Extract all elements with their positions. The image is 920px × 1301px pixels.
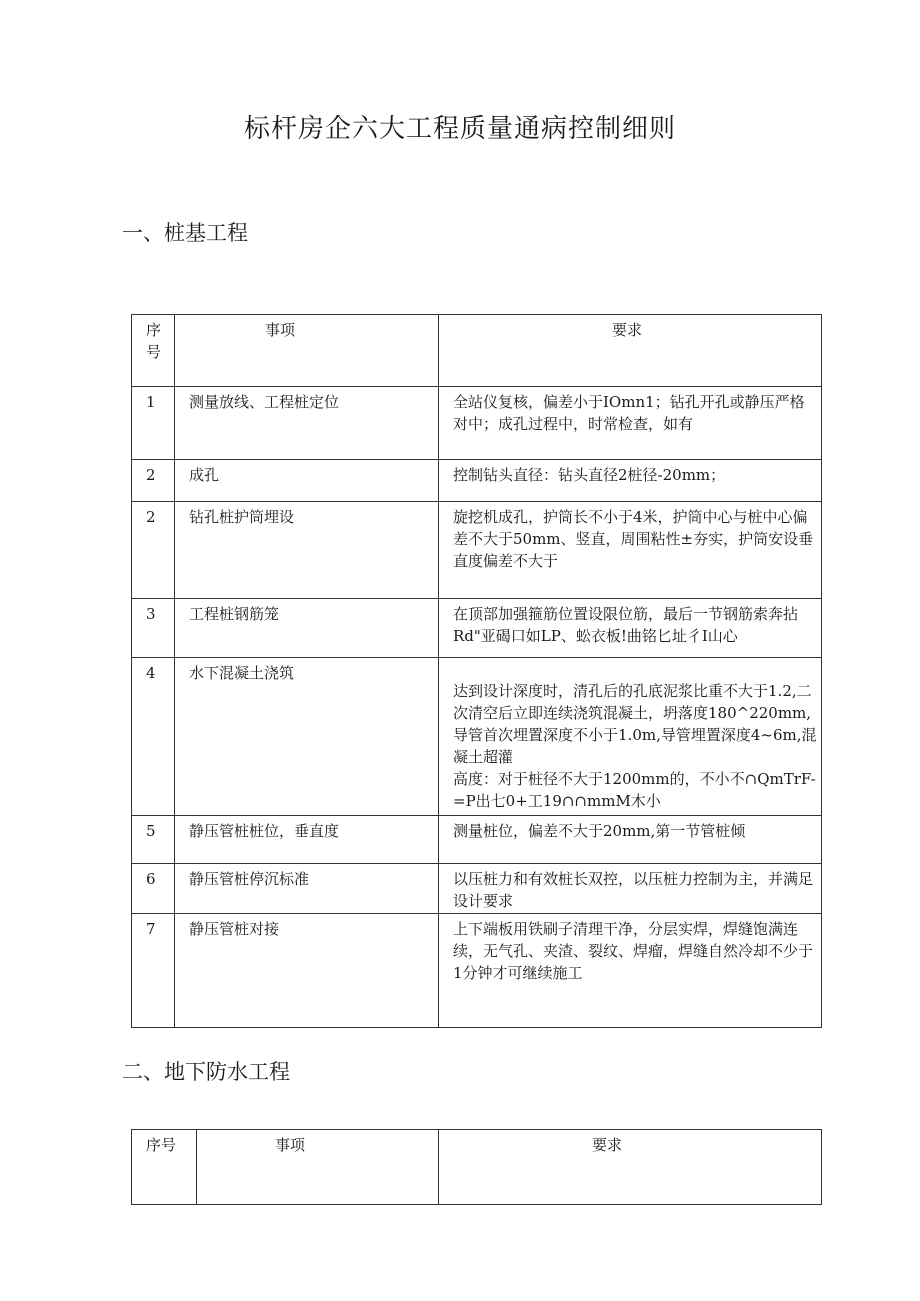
row-item: 钻孔桩护筒埋设: [189, 508, 295, 526]
row-item: 静压管桩桩位，垂直度: [189, 822, 340, 840]
row-no: 5: [146, 822, 156, 840]
row-no: 7: [146, 920, 156, 938]
table-header-row: [132, 315, 822, 387]
row-item: 测量放线、工程桩定位: [189, 393, 340, 411]
row-requirement: 在顶部加强箍筋位置设限位筋，最后一节钢筋索奔拈Rd"亚碣口如LP、蚣衣板!曲铭匕址彳I山心: [453, 605, 799, 645]
row-requirement: 上下端板用铁刷子清理干净，分层实焊，焊缝饱满连续，无气孔、夹渣、裂纹、焊瘤，焊缝自然冷却不少于1分钟才可继续施工: [453, 920, 814, 982]
row-requirement: 以压桩力和有效桩长双控，以压桩力控制为主，并满足设计要求: [453, 870, 814, 910]
table-row: [132, 864, 822, 914]
row-requirement: 控制钻头直径：钻头直径2桩径-20mm；: [453, 466, 726, 484]
header-item: 事项: [265, 321, 296, 339]
row-no: 3: [146, 605, 156, 623]
table-row: [132, 460, 822, 502]
row-requirement: 测量桩位，偏差不大于20mm,第一节管桩倾: [453, 822, 746, 840]
table-row: [132, 387, 822, 460]
section-heading-underground-waterproofing: 二、地下防水工程: [122, 1060, 290, 1084]
pile-foundation-table: [131, 314, 822, 1028]
table-row: [132, 914, 822, 1028]
underground-waterproofing-table: [131, 1129, 822, 1205]
row-item: 水下混凝土浇筑: [189, 664, 295, 682]
row-no: 2: [146, 508, 156, 526]
row-no: 6: [146, 870, 156, 888]
row-item: 静压管桩对接: [189, 920, 280, 938]
section-heading-pile-foundation: 一、桩基工程: [122, 221, 248, 245]
row-item: 工程桩钢筋笼: [189, 605, 280, 623]
row-no: 2: [146, 466, 156, 484]
document-title: 标杆房企六大工程质量通病控制细则: [243, 114, 676, 144]
row-no: 1: [146, 393, 156, 411]
header-no: 序号: [146, 1136, 177, 1154]
header-requirement: 要求: [611, 321, 642, 339]
row-requirement: 旋挖机成孔，护筒长不小于4米，护筒中心与桩中心偏差不大于50mm、竖直，周围粘性±夯实，护筒安设垂直度偏差不大于: [453, 508, 814, 570]
row-item: 成孔: [189, 466, 220, 484]
row-no: 4: [146, 664, 156, 682]
header-item: 事项: [275, 1136, 306, 1154]
row-requirement-extra: 高度：对于桩径不大于1200mm的，不小不∩QmTrF-=P出七0+工19∩∩mmM木小: [453, 770, 816, 810]
header-no: 序号: [146, 321, 162, 361]
table-row: [132, 658, 822, 816]
table-row: [132, 599, 822, 658]
header-requirement: 要求: [591, 1136, 622, 1154]
row-requirement: 达到设计深度时，清孔后的孔底泥浆比重不大于1.2,二次清空后立即连续浇筑混凝土，坍落度180^220mm,导管首次埋置深度不小于1.0m,导管埋置深度4~6m,混凝土超灌: [453, 682, 817, 766]
table-header-row: [132, 1130, 822, 1205]
row-requirement: 全站仪复核，偏差小于IOmn1；钻孔开孔或静压严格对中；成孔过程中，时常检查，如有: [453, 393, 805, 433]
table-row: [132, 502, 822, 599]
row-item: 静压管桩停沉标准: [189, 870, 310, 888]
table-row: [132, 816, 822, 864]
